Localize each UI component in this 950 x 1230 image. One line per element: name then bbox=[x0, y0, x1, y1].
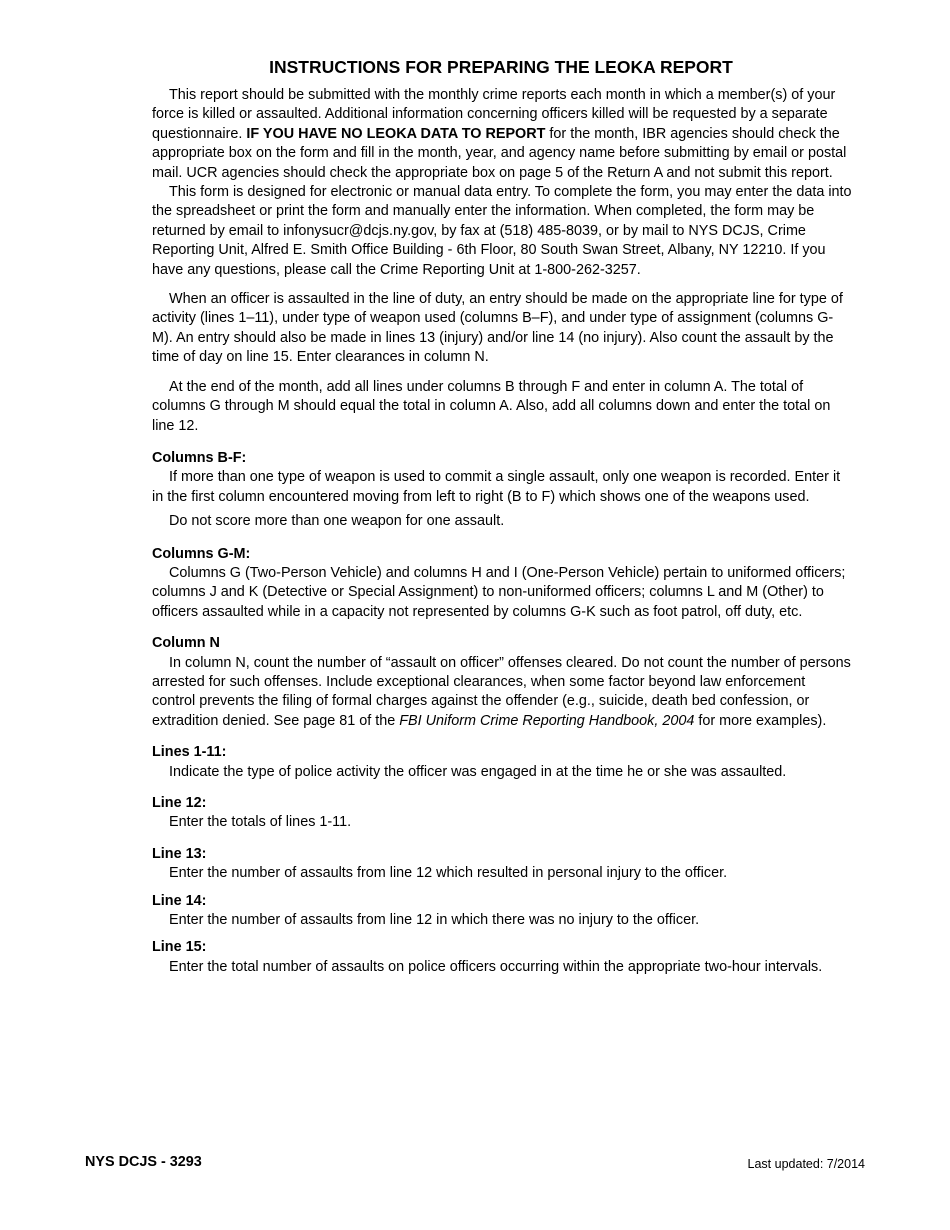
last-updated: Last updated: 7/2014 bbox=[747, 1157, 865, 1171]
form-id: NYS DCJS - 3293 bbox=[85, 1154, 202, 1170]
line-12-text: Enter the totals of lines 1-11. bbox=[169, 814, 352, 831]
intro-text-b: for the month, IBR agencies should check the appropriate box on the form and fill in the month, year, and agency name before submitting by email or postal mail. UCR agencies should check the appropriate box on page 5 of the Return A and not submit this report. bbox=[152, 125, 847, 181]
intro-paragraph-2: This form is designed for electronic or manual data entry. To complete the form, you may enter the data into the spreadsheet or print the form and manually enter the information. When completed, the form may be returned by email to infonysucr@dcjs.ny.gov, by fax at (518) 485-8039, or by mail to NYS DCJS, Crime Reporting Unit, Alfred E. Smith Office Building - 6th Floor, 80 South Swan Street, Albany, NY 12210. If you have any questions, please call the Crime Reporting Unit at 1-800-262-3257. bbox=[152, 184, 852, 278]
column-n-text-b: for more examples). bbox=[694, 712, 827, 729]
line-13-heading: Line 13: bbox=[152, 845, 207, 862]
instructions-body bbox=[152, 86, 852, 977]
page-title: INSTRUCTIONS FOR PREPARING THE LEOKA REPORT bbox=[269, 57, 733, 77]
column-n-paragraph bbox=[152, 654, 852, 732]
lines-1-11-text: Indicate the type of police activity the officer was engaged in at the time he or she was assaulted. bbox=[169, 763, 787, 780]
line-14-text: Enter the number of assaults from line 12 in which there was no injury to the officer. bbox=[169, 912, 700, 929]
line-13-text: Enter the number of assaults from line 12 which resulted in personal injury to the officer. bbox=[169, 865, 728, 882]
columns-gm-heading: Columns G-M: bbox=[152, 545, 251, 562]
no-data-emphasis: IF YOU HAVE NO LEOKA DATA TO REPORT bbox=[246, 125, 546, 142]
line-15-text: Enter the total number of assaults on police officers occurring within the appropriate two-hour intervals. bbox=[169, 958, 823, 975]
intro-paragraph-1 bbox=[152, 86, 852, 183]
line-12-heading: Line 12: bbox=[152, 795, 207, 811]
intro-paragraph-4: At the end of the month, add all lines under columns B through F and enter in column A. The total of columns G through M should equal the total in column A. Also, add all columns down and enter the total on line 12. bbox=[152, 378, 831, 434]
handbook-title: FBI Uniform Crime Reporting Handbook, 2004 bbox=[399, 712, 695, 729]
columns-bf-paragraph-2: Do not score more than one weapon for one assault. bbox=[169, 513, 505, 530]
lines-1-11-heading: Lines 1-11: bbox=[152, 744, 227, 761]
line-14-heading: Line 14: bbox=[152, 892, 207, 909]
columns-bf-paragraph-1: If more than one type of weapon is used to commit a single assault, only one weapon is recorded. Enter it in the first column encountered moving from left to right (B to F) which shows one of the weapons used. bbox=[152, 469, 841, 505]
columns-bf-heading: Columns B-F: bbox=[152, 449, 247, 466]
columns-gm-paragraph: Columns G (Two-Person Vehicle) and columns H and I (One-Person Vehicle) pertain to uniformed officers; columns J and K (Detective or Special Assignment) to non-uniformed officers; columns L and M (Other) to officers assaulted while in a capacity not represented by columns G-K such as foot patrol, off duty, etc. bbox=[152, 564, 846, 620]
line-15-heading: Line 15: bbox=[152, 939, 207, 956]
column-n-text-a: In column N, count the number of “assault on officer” offenses cleared. Do not count the number of persons arrested for such offenses. Include exceptional clearances, when some factor beyond law enforcement control prevents the filing of formal charges against the offender (e.g., suicide, death bed confession, or extradition denied. See page 81 of the bbox=[152, 654, 851, 729]
intro-text-a: This report should be submitted with the monthly crime reports each month in which a member(s) of your force is killed or assaulted. Additional information concerning officers killed will be requested by a separate questionnaire. bbox=[152, 87, 836, 142]
column-n-heading: Column N bbox=[152, 635, 220, 652]
intro-paragraph-3: When an officer is assaulted in the line of duty, an entry should be made on the appropriate line for type of activity (lines 1–11), under type of weapon used (columns B–F), and under type of assignment (columns G-M). An entry should also be made in lines 13 (injury) and/or line 14 (no injury). Also count the assault by the time of day on line 15. Enter clearances in column N. bbox=[152, 291, 843, 366]
